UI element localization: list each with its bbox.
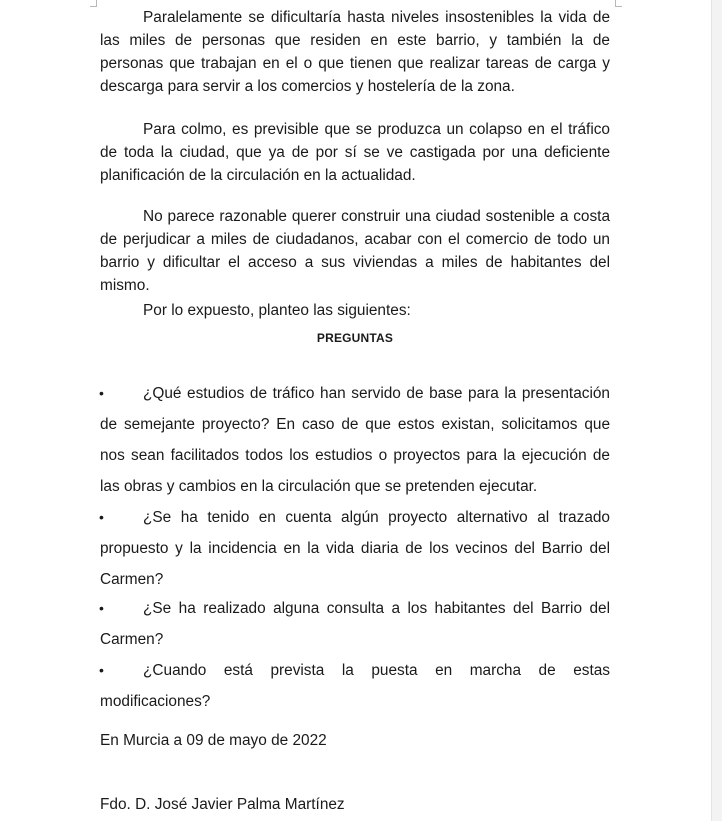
question-item-3 — [100, 593, 610, 655]
signature-line: Fdo. D. José Javier Palma Martínez — [100, 796, 345, 813]
bullet-icon: • — [99, 385, 104, 401]
questions-heading: PREGUNTAS — [316, 331, 394, 345]
question-item-4 — [100, 655, 610, 717]
paragraph-4: Por lo expuesto, planteo las siguientes: — [143, 302, 411, 319]
bullet-icon: • — [99, 662, 104, 678]
question-text: ¿Cuando está prevista la puesta en marcha de estas modificaciones? — [100, 662, 610, 710]
question-item-2 — [100, 502, 610, 595]
question-text: ¿Se ha realizado alguna consulta a los habitantes del Barrio del Carmen? — [100, 600, 610, 648]
vertical-scrollbar[interactable] — [711, 0, 722, 821]
paragraph-3: No parece razonable querer construir una ciudad sostenible a costa de perjudicar a miles de ciudadanos, acabar con el comercio de todo un barrio y dificultar el acceso a sus viviendas a miles de habitantes del mismo. — [100, 208, 610, 294]
margin-corner-mark-right — [615, 0, 622, 7]
paragraph-1: Paralelamente se dificultaría hasta niveles insostenibles la vida de las miles de personas que residen en este barrio, y también la de personas que trabajan en el o que tienen que realizar tareas de carga y descarga para servir a los comercios y hostelería de la zona. — [100, 9, 610, 95]
paragraph-2: Para colmo, es previsible que se produzca un colapso en el tráfico de toda la ciudad, que ya de por sí se ve castigada por una deficiente planificación de la circulación en la actualidad. — [100, 121, 610, 184]
bullet-icon: • — [99, 509, 104, 525]
bullet-icon: • — [99, 600, 104, 616]
margin-corner-mark-left — [90, 0, 97, 7]
place-and-date: En Murcia a 09 de mayo de 2022 — [100, 732, 327, 749]
question-item-1 — [100, 378, 610, 502]
question-text: ¿Qué estudios de tráfico han servido de base para la presentación de semejante proyecto? En caso de que estos existan, solicitamos que nos sean facilitados todos los estudios o proyectos para la ejecución de las obras y cambios en la circulación que se pretenden ejecutar. — [100, 385, 610, 495]
question-text: ¿Se ha tenido en cuenta algún proyecto alternativo al trazado propuesto y la incidencia en la vida diaria de los vecinos del Barrio del Carmen? — [100, 509, 610, 588]
document-body — [100, 0, 610, 821]
